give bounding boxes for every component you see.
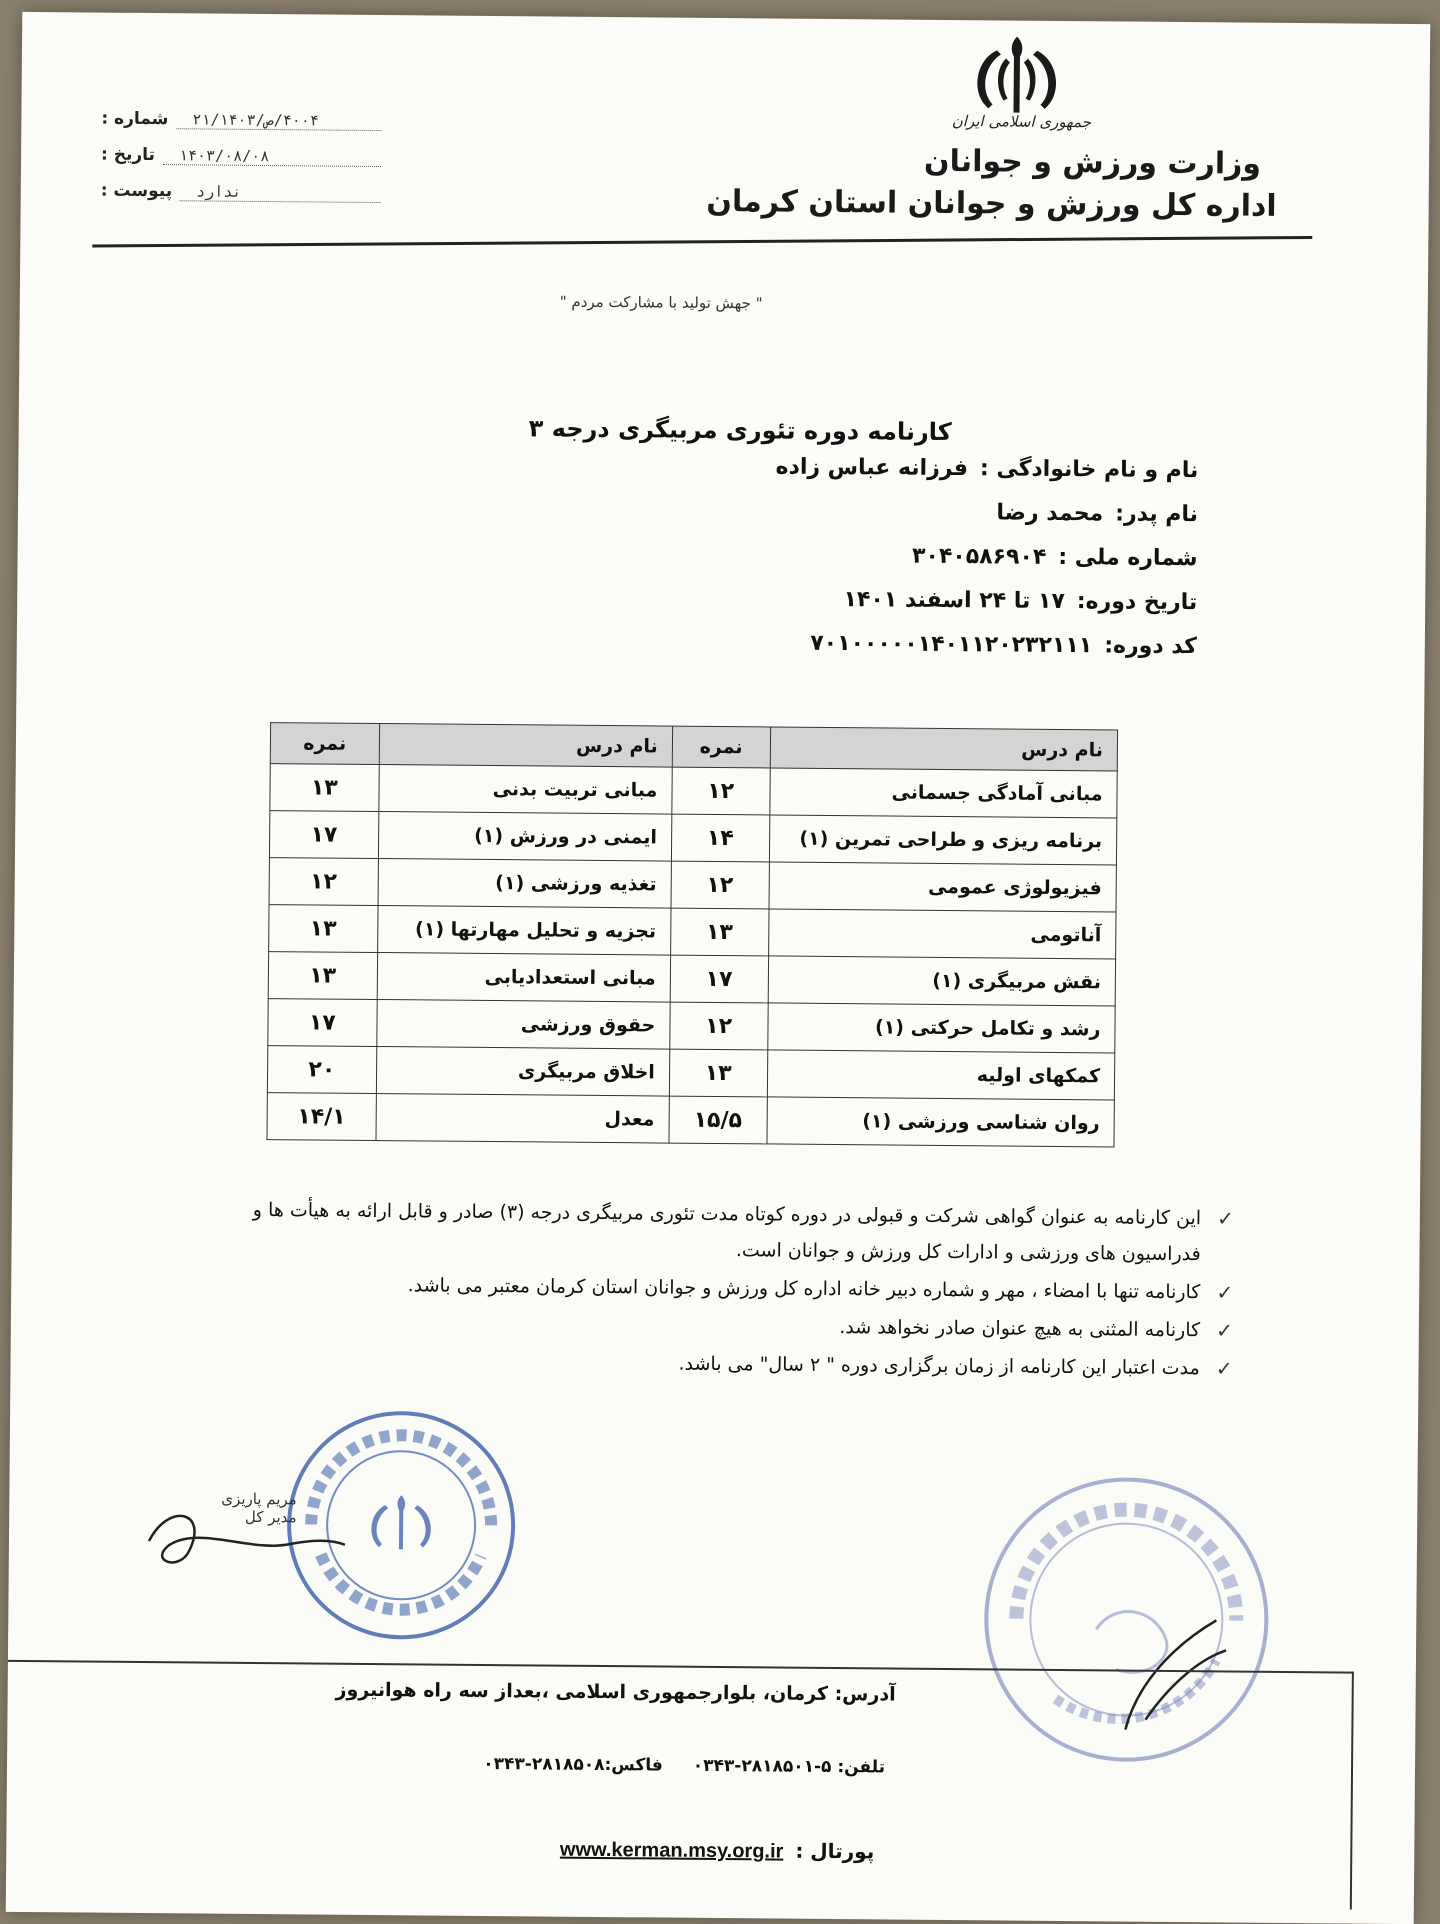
footer-phones: [483, 1754, 885, 1778]
note-item: [192, 1341, 1232, 1386]
field-father-name-value: محمد رضا: [996, 499, 1104, 526]
cell-course-b: تغذیه ورزشی (۱): [378, 859, 672, 909]
cell-course-a: مبانی آمادگی جسمانی: [769, 768, 1117, 818]
note-text: کارنامه تنها با امضاء ، مهر و شماره دبیر خانه اداره کل ورزش و جوانان استان کرمان معتبر می باشد.: [407, 1274, 1201, 1304]
report-title: کارنامه دوره تئوری مربیگری درجه ۳: [528, 414, 952, 447]
field-course-code: [637, 619, 1197, 668]
cell-course-b: معدل: [376, 1094, 670, 1144]
portal-label: پورتال :: [795, 1838, 875, 1864]
check-icon: ✓: [1216, 1206, 1234, 1231]
field-course-code-label: کد دوره:: [1104, 632, 1197, 659]
field-full-name-value: فرزانه عباس زاده: [775, 453, 969, 481]
grades-body: [267, 764, 1117, 1147]
cell-grade-b: ۱۳: [270, 764, 379, 812]
cell-course-b: مبانی استعدادیابی: [377, 953, 671, 1003]
meta-date-label: تاریخ :: [100, 144, 156, 166]
table-row: [268, 952, 1115, 1006]
cell-course-a: رشد و تکامل حرکتی (۱): [767, 1003, 1115, 1053]
cell-grade-a: ۱۲: [672, 767, 770, 815]
portal-link[interactable]: www.kerman.msy.org.ir: [559, 1838, 784, 1863]
header-divider: [92, 236, 1312, 248]
field-course-dates: [637, 575, 1197, 624]
cell-course-b: حقوق ورزشی: [376, 1000, 670, 1050]
address-label: آدرس:: [834, 1683, 896, 1706]
document-page: [6, 12, 1431, 1924]
check-icon: ✓: [1216, 1280, 1234, 1305]
cell-grade-b: ۱۳: [268, 952, 377, 1000]
cell-course-a: برنامه ریزی و طراحی تمرین (۱): [769, 815, 1117, 865]
field-course-code-value: ۷۰۱۰۰۰۰۰۱۴۰۱۱۲۰۲۳۲۱۱۱: [810, 630, 1093, 658]
emblem-caption: جمهوری اسلامی ایران: [951, 112, 1092, 132]
header-grade-a: نمره: [672, 726, 770, 768]
cell-grade-b: ۱۴/۱: [267, 1093, 376, 1141]
cell-course-a: آناتومی: [768, 909, 1116, 959]
footer-portal: [560, 1837, 875, 1865]
field-course-dates-label: تاریخ دوره:: [1076, 588, 1198, 615]
table-row: [267, 1046, 1114, 1100]
ministry-name: وزارت ورزش و جوانان: [923, 143, 1262, 182]
student-info: [637, 443, 1199, 668]
field-full-name: [638, 443, 1198, 492]
field-father-name: [638, 487, 1198, 536]
directorate-name: اداره کل ورزش و جوانان استان کرمان: [706, 183, 1277, 224]
table-row: [267, 1093, 1114, 1147]
cell-grade-b: ۱۲: [269, 858, 378, 906]
motto: " جهش تولید با مشارکت مردم ": [559, 292, 763, 313]
cell-grade-a: ۱۵/۵: [669, 1096, 767, 1144]
header-course-a: نام درس: [770, 727, 1118, 771]
cell-course-a: کمکهای اولیه: [767, 1050, 1115, 1100]
note-item: [193, 1191, 1234, 1272]
meta-number-label: شماره :: [101, 108, 169, 130]
signer-block: [221, 1490, 297, 1527]
phone-label: تلفن:: [837, 1757, 886, 1778]
phone-entry: [693, 1756, 885, 1778]
note-text: مدت اعتبار این کارنامه از زمان برگزاری دوره " ۲ سال" می باشد.: [678, 1352, 1200, 1380]
field-national-id: [637, 531, 1197, 580]
note-text: این کارنامه به عنوان گواهی شرکت و قبولی در دوره کوتاه مدت تئوری مربیگری درجه (۳) صادر و قابل ارائه به هیأت ها و فدراسیون های ورزشی و ادارات کل ورزش و جوانان است.: [252, 1198, 1202, 1266]
field-national-id-label: شماره ملی :: [1058, 544, 1198, 571]
cell-grade-a: ۱۳: [669, 1049, 767, 1097]
field-national-id-value: ۳۰۴۰۵۸۶۹۰۴: [911, 543, 1047, 570]
meta-number-row: [101, 109, 381, 147]
header-course-b: نام درس: [379, 724, 673, 768]
cell-grade-a: ۱۲: [670, 1002, 768, 1050]
letter-meta: [101, 109, 382, 219]
phone-value: ۵-۲۸۱۸۵۰۱-۰۳۴۳: [692, 1755, 832, 1778]
note-text: کارنامه المثنی به هیچ عنوان صادر نخواهد شد.: [839, 1316, 1201, 1342]
cell-course-b: اخلاق مربیگری: [376, 1047, 670, 1097]
meta-attachment-row: [101, 181, 381, 219]
cell-grade-b: ۲۰: [267, 1046, 376, 1094]
fax-value: ۲۸۱۸۵۰۸-۰۳۴۳: [483, 1753, 605, 1776]
fax-entry: [483, 1754, 663, 1776]
field-full-name-label: نام و نام خانوادگی :: [979, 455, 1199, 483]
meta-date-row: [101, 145, 381, 183]
note-item: [193, 1265, 1233, 1310]
meta-date-value: ۱۴۰۳/۰۸/۰۸: [163, 146, 381, 167]
cell-course-b: ایمنی در ورزش (۱): [378, 812, 672, 862]
signer-name: مریم پاریزی: [221, 1489, 297, 1509]
table-row: [270, 764, 1117, 818]
cell-grade-b: ۱۳: [269, 905, 378, 953]
header-grade-b: نمره: [270, 723, 379, 765]
check-icon: ✓: [1215, 1318, 1233, 1343]
cell-grade-a: ۱۲: [671, 861, 769, 909]
table-row: [269, 811, 1116, 865]
cell-course-a: نقش مربیگری (۱): [768, 956, 1116, 1006]
field-father-name-label: نام پدر:: [1115, 500, 1199, 527]
meta-attachment-value: ندارد: [180, 182, 381, 203]
cell-course-b: تجزیه و تحلیل مهارتها (۱): [377, 906, 671, 956]
table-row: [269, 905, 1116, 959]
signer-title: مدیر کل: [244, 1507, 297, 1527]
cell-grade-a: ۱۷: [670, 955, 768, 1003]
table-row: [269, 858, 1116, 912]
cell-grade-a: ۱۳: [670, 908, 768, 956]
cell-grade-a: ۱۴: [671, 814, 769, 862]
meta-attachment-label: پیوست :: [100, 180, 173, 202]
grades-table: [266, 722, 1118, 1147]
cell-grade-b: ۱۷: [268, 999, 377, 1047]
meta-number-value: ۴۰۰۴/ص/۲۱/۱۴۰۳: [176, 110, 381, 131]
notes-list: [192, 1191, 1234, 1388]
cell-grade-b: ۱۷: [269, 811, 378, 859]
cell-course-b: مبانی تربیت بدنی: [378, 765, 672, 815]
iran-emblem-icon: [951, 30, 1082, 151]
cell-course-a: فیزیولوژی عمومی: [769, 862, 1117, 912]
table-row: [268, 999, 1115, 1053]
check-icon: ✓: [1215, 1356, 1233, 1381]
cell-course-a: روان شناسی ورزشی (۱): [766, 1097, 1114, 1147]
address-value: کرمان، بلوارجمهوری اسلامی ،بعداز سه راه هوانیروز: [335, 1678, 829, 1705]
fax-label: فاکس:: [604, 1755, 663, 1776]
note-item: [193, 1303, 1233, 1348]
field-course-dates-value: ۱۷ تا ۲۴ اسفند ۱۴۰۱: [843, 586, 1065, 614]
